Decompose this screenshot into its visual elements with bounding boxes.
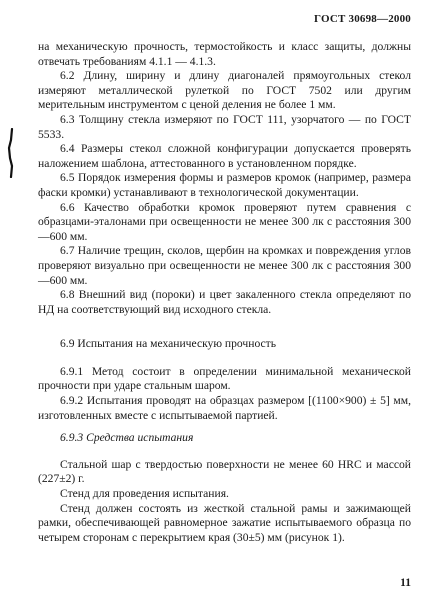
paragraph-6-8: 6.8 Внешний вид (пороки) и цвет закаленного стекла определяют по НД на соответствующий вид исходного стекла.	[38, 288, 411, 316]
document-header-standard: ГОСТ 30698—2000	[314, 13, 411, 25]
paragraph-steel-ball: Стальной шар с твердостью поверхности не менее 60 HRC и массой (227±2) г.	[38, 457, 411, 486]
paragraph-6-4: 6.4 Размеры стекол сложной конфигурации допускается проверять наложением шаблона, аттестованного в установленном порядке.	[38, 142, 411, 170]
paragraph-continuation: на механическую прочность, термостойкость и класс защиты, должны отвечать требованиям 4.1.1 — 4.1.3.	[38, 40, 411, 68]
paragraph-6-2: 6.2 Длину, ширину и длину диагоналей прямоугольных стекол измеряют металлической рулеткой по ГОСТ 7502 или другим мерительным инструментом с ценой деления не более 1 мм.	[38, 69, 411, 112]
paragraph-6-6: 6.6 Качество обработки кромок проверяют путем сравнения с образцами-эталонами при освещенности не менее 300 лк с расстояния 300—600 мм.	[38, 200, 411, 243]
paragraph-6-9-1: 6.9.1 Метод состоит в определении минимальной механической прочности при ударе стальным шаром.	[38, 364, 411, 393]
paragraph-6-5: 6.5 Порядок измерения формы и размеров кромок (например, размера фаски кромки) устанавливают в технологической документации.	[38, 171, 411, 199]
subheading-6-9-3: 6.9.3 Средства испытания	[60, 431, 194, 445]
section-title-6-9: 6.9 Испытания на механическую прочность	[60, 337, 277, 351]
paragraph-6-9-2: 6.9.2 Испытания проводят на образцах размером [(1100×900) ± 5] мм, изготовленных вместе с испытываемой партией.	[38, 394, 411, 422]
paragraph-6-7: 6.7 Наличие трещин, сколов, щербин на кромках и повреждения углов проверяют визуально при освещенности не менее 300 лк с расстояния 300—600 мм.	[38, 244, 411, 287]
margin-bracket-mark	[6, 128, 16, 178]
document-body	[38, 40, 411, 545]
page-number: 11	[400, 577, 411, 589]
paragraph-6-3: 6.3 Толщину стекла измеряют по ГОСТ 111, узорчатого — по ГОСТ 5533.	[38, 112, 411, 141]
paragraph-stand-description: Стенд должен состоять из жесткой стальной рамы и зажимающей рамки, обеспечивающей равномерное зажатие испытываемого образца по четырем сторонам с перекрытием края (30±5) мм (рисунок 1).	[38, 501, 411, 544]
paragraph-test-stand: Стенд для проведения испытания.	[60, 487, 229, 501]
